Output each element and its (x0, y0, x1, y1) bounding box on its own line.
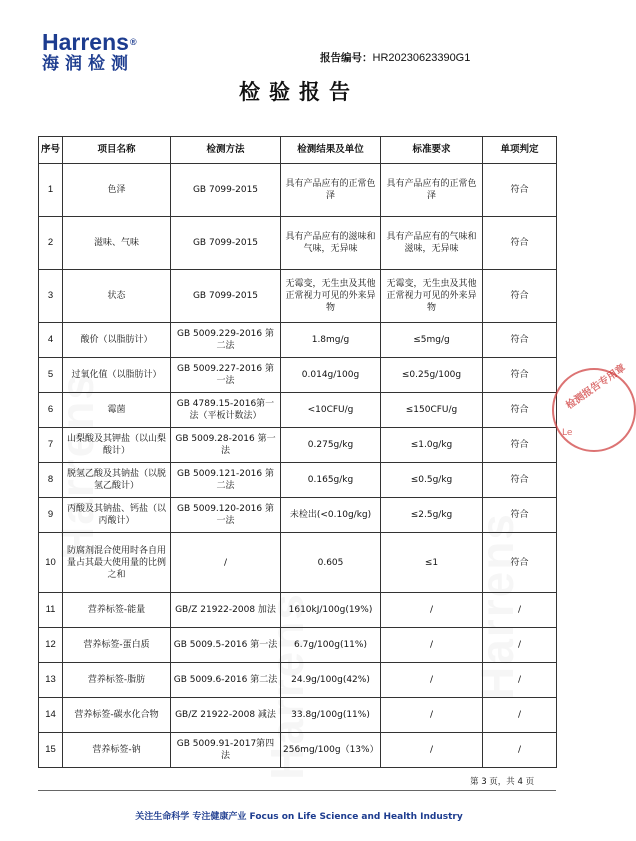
company-logo (42, 30, 137, 74)
row-judgment: / (483, 733, 557, 768)
row-result: 未检出(<0.10g/kg) (281, 498, 381, 533)
row-result: 24.9g/100g(42%) (281, 663, 381, 698)
row-number: 14 (39, 698, 63, 733)
header-no: 序号 (39, 137, 63, 164)
row-judgment: 符合 (483, 270, 557, 323)
row-result: 1610kJ/100g(19%) (281, 593, 381, 628)
row-item-name: 色泽 (63, 164, 171, 217)
row-number: 4 (39, 323, 63, 358)
row-number: 5 (39, 358, 63, 393)
header-judgment: 单项判定 (483, 137, 557, 164)
table-row (39, 323, 557, 358)
row-result: 具有产品应有的滋味和气味，无异味 (281, 217, 381, 270)
row-item-name: 营养标签-脂肪 (63, 663, 171, 698)
registered-mark: ® (129, 37, 137, 47)
row-item-name: 滋味、气味 (63, 217, 171, 270)
row-standard: / (381, 593, 483, 628)
header-result: 检测结果及单位 (281, 137, 381, 164)
row-test-method: GB 7099-2015 (171, 217, 281, 270)
row-test-method: GB 5009.227-2016 第一法 (171, 358, 281, 393)
footer-divider (38, 790, 556, 791)
row-item-name: 营养标签-碳水化合物 (63, 698, 171, 733)
row-item-name: 脱氢乙酸及其钠盐（以脱氢乙酸计） (63, 463, 171, 498)
row-judgment: / (483, 663, 557, 698)
table-row (39, 358, 557, 393)
row-standard: ≤2.5g/kg (381, 498, 483, 533)
logo-english: Harrens (42, 29, 129, 55)
table-row (39, 463, 557, 498)
row-test-method: GB 7099-2015 (171, 270, 281, 323)
header-item: 项目名称 (63, 137, 171, 164)
row-test-method: GB 5009.5-2016 第一法 (171, 628, 281, 663)
row-number: 10 (39, 533, 63, 593)
row-result: 0.605 (281, 533, 381, 593)
row-result: 具有产品应有的正常色泽 (281, 164, 381, 217)
table-row (39, 628, 557, 663)
row-result: 256mg/100g（13%） (281, 733, 381, 768)
row-test-method: GB/Z 21922-2008 减法 (171, 698, 281, 733)
row-standard: ≤1 (381, 533, 483, 593)
row-result: 0.165g/kg (281, 463, 381, 498)
row-standard: / (381, 663, 483, 698)
row-result: 6.7g/100g(11%) (281, 628, 381, 663)
row-test-method: GB 5009.91-2017第四法 (171, 733, 281, 768)
row-number: 1 (39, 164, 63, 217)
row-result: <10CFU/g (281, 393, 381, 428)
row-result: 0.014g/100g (281, 358, 381, 393)
row-judgment: 符合 (483, 323, 557, 358)
row-item-name: 营养标签-能量 (63, 593, 171, 628)
row-item-name: 霉菌 (63, 393, 171, 428)
row-number: 11 (39, 593, 63, 628)
row-number: 12 (39, 628, 63, 663)
row-test-method: GB 7099-2015 (171, 164, 281, 217)
row-judgment: 符合 (483, 498, 557, 533)
row-judgment: / (483, 593, 557, 628)
table-row (39, 533, 557, 593)
row-standard: ≤0.25g/100g (381, 358, 483, 393)
page-title: 检验报告 (239, 80, 359, 104)
row-item-name: 山梨酸及其钾盐（以山梨酸计） (63, 428, 171, 463)
table-row (39, 698, 557, 733)
row-result: 33.8g/100g(11%) (281, 698, 381, 733)
row-item-name: 状态 (63, 270, 171, 323)
row-standard: ≤150CFU/g (381, 393, 483, 428)
row-judgment: 符合 (483, 393, 557, 428)
row-judgment: 符合 (483, 358, 557, 393)
row-judgment: 符合 (483, 428, 557, 463)
row-judgment: 符合 (483, 533, 557, 593)
row-result: 1.8mg/g (281, 323, 381, 358)
row-judgment: 符合 (483, 164, 557, 217)
row-number: 7 (39, 428, 63, 463)
row-number: 15 (39, 733, 63, 768)
row-test-method: GB 5009.229-2016 第二法 (171, 323, 281, 358)
row-judgment: / (483, 698, 557, 733)
table-row (39, 164, 557, 217)
row-number: 6 (39, 393, 63, 428)
row-item-name: 酸价（以脂肪计） (63, 323, 171, 358)
logo-chinese: 海润检测 (42, 54, 134, 74)
row-test-method: GB 4789.15-2016第一法（平板计数法） (171, 393, 281, 428)
row-standard: / (381, 698, 483, 733)
row-item-name: 过氧化值（以脂肪计） (63, 358, 171, 393)
row-test-method: GB 5009.121-2016 第二法 (171, 463, 281, 498)
row-test-method: GB 5009.6-2016 第二法 (171, 663, 281, 698)
table-row (39, 270, 557, 323)
row-test-method: GB 5009.120-2016 第一法 (171, 498, 281, 533)
row-number: 3 (39, 270, 63, 323)
report-number (320, 50, 470, 65)
row-judgment: / (483, 628, 557, 663)
row-standard: ≤0.5g/kg (381, 463, 483, 498)
row-item-name: 防腐剂混合使用时各自用量占其最大使用量的比例之和 (63, 533, 171, 593)
table-row (39, 733, 557, 768)
page-number: 第 3 页，共 4 页 (470, 777, 535, 787)
table-row (39, 428, 557, 463)
row-standard: 无霉变，无生虫及其他正常视力可见的外来异物 (381, 270, 483, 323)
footer-slogan: 关注生命科学 专注健康产业 Focus on Life Science and Health Industry (135, 812, 463, 822)
table-row (39, 217, 557, 270)
row-item-name: 丙酸及其钠盐、钙盐（以丙酸计） (63, 498, 171, 533)
row-standard: / (381, 628, 483, 663)
seal-label: Le (562, 428, 573, 438)
row-number: 13 (39, 663, 63, 698)
table-row (39, 498, 557, 533)
table-row (39, 663, 557, 698)
row-test-method: GB/Z 21922-2008 加法 (171, 593, 281, 628)
row-judgment: 符合 (483, 217, 557, 270)
row-judgment: 符合 (483, 463, 557, 498)
row-test-method: / (171, 533, 281, 593)
table-row (39, 593, 557, 628)
seal-text: 检测报告专用章 (564, 362, 628, 412)
row-result: 无霉变，无生虫及其他正常视力可见的外来异物 (281, 270, 381, 323)
row-standard: / (381, 733, 483, 768)
row-standard: 具有产品应有的正常色泽 (381, 164, 483, 217)
row-test-method: GB 5009.28-2016 第一法 (171, 428, 281, 463)
row-result: 0.275g/kg (281, 428, 381, 463)
row-number: 9 (39, 498, 63, 533)
row-standard: ≤1.0g/kg (381, 428, 483, 463)
table-header-row (39, 137, 557, 164)
row-standard: 具有产品应有的气味和滋味，无异味 (381, 217, 483, 270)
row-number: 8 (39, 463, 63, 498)
inspection-seal (552, 362, 636, 452)
report-number-value: HR20230623390G1 (372, 52, 471, 64)
row-number: 2 (39, 217, 63, 270)
header-method: 检测方法 (171, 137, 281, 164)
report-number-label: 报告编号： (320, 52, 373, 64)
header-standard: 标准要求 (381, 137, 483, 164)
table-row (39, 393, 557, 428)
row-item-name: 营养标签-钠 (63, 733, 171, 768)
row-standard: ≤5mg/g (381, 323, 483, 358)
results-table (38, 136, 557, 768)
row-item-name: 营养标签-蛋白质 (63, 628, 171, 663)
